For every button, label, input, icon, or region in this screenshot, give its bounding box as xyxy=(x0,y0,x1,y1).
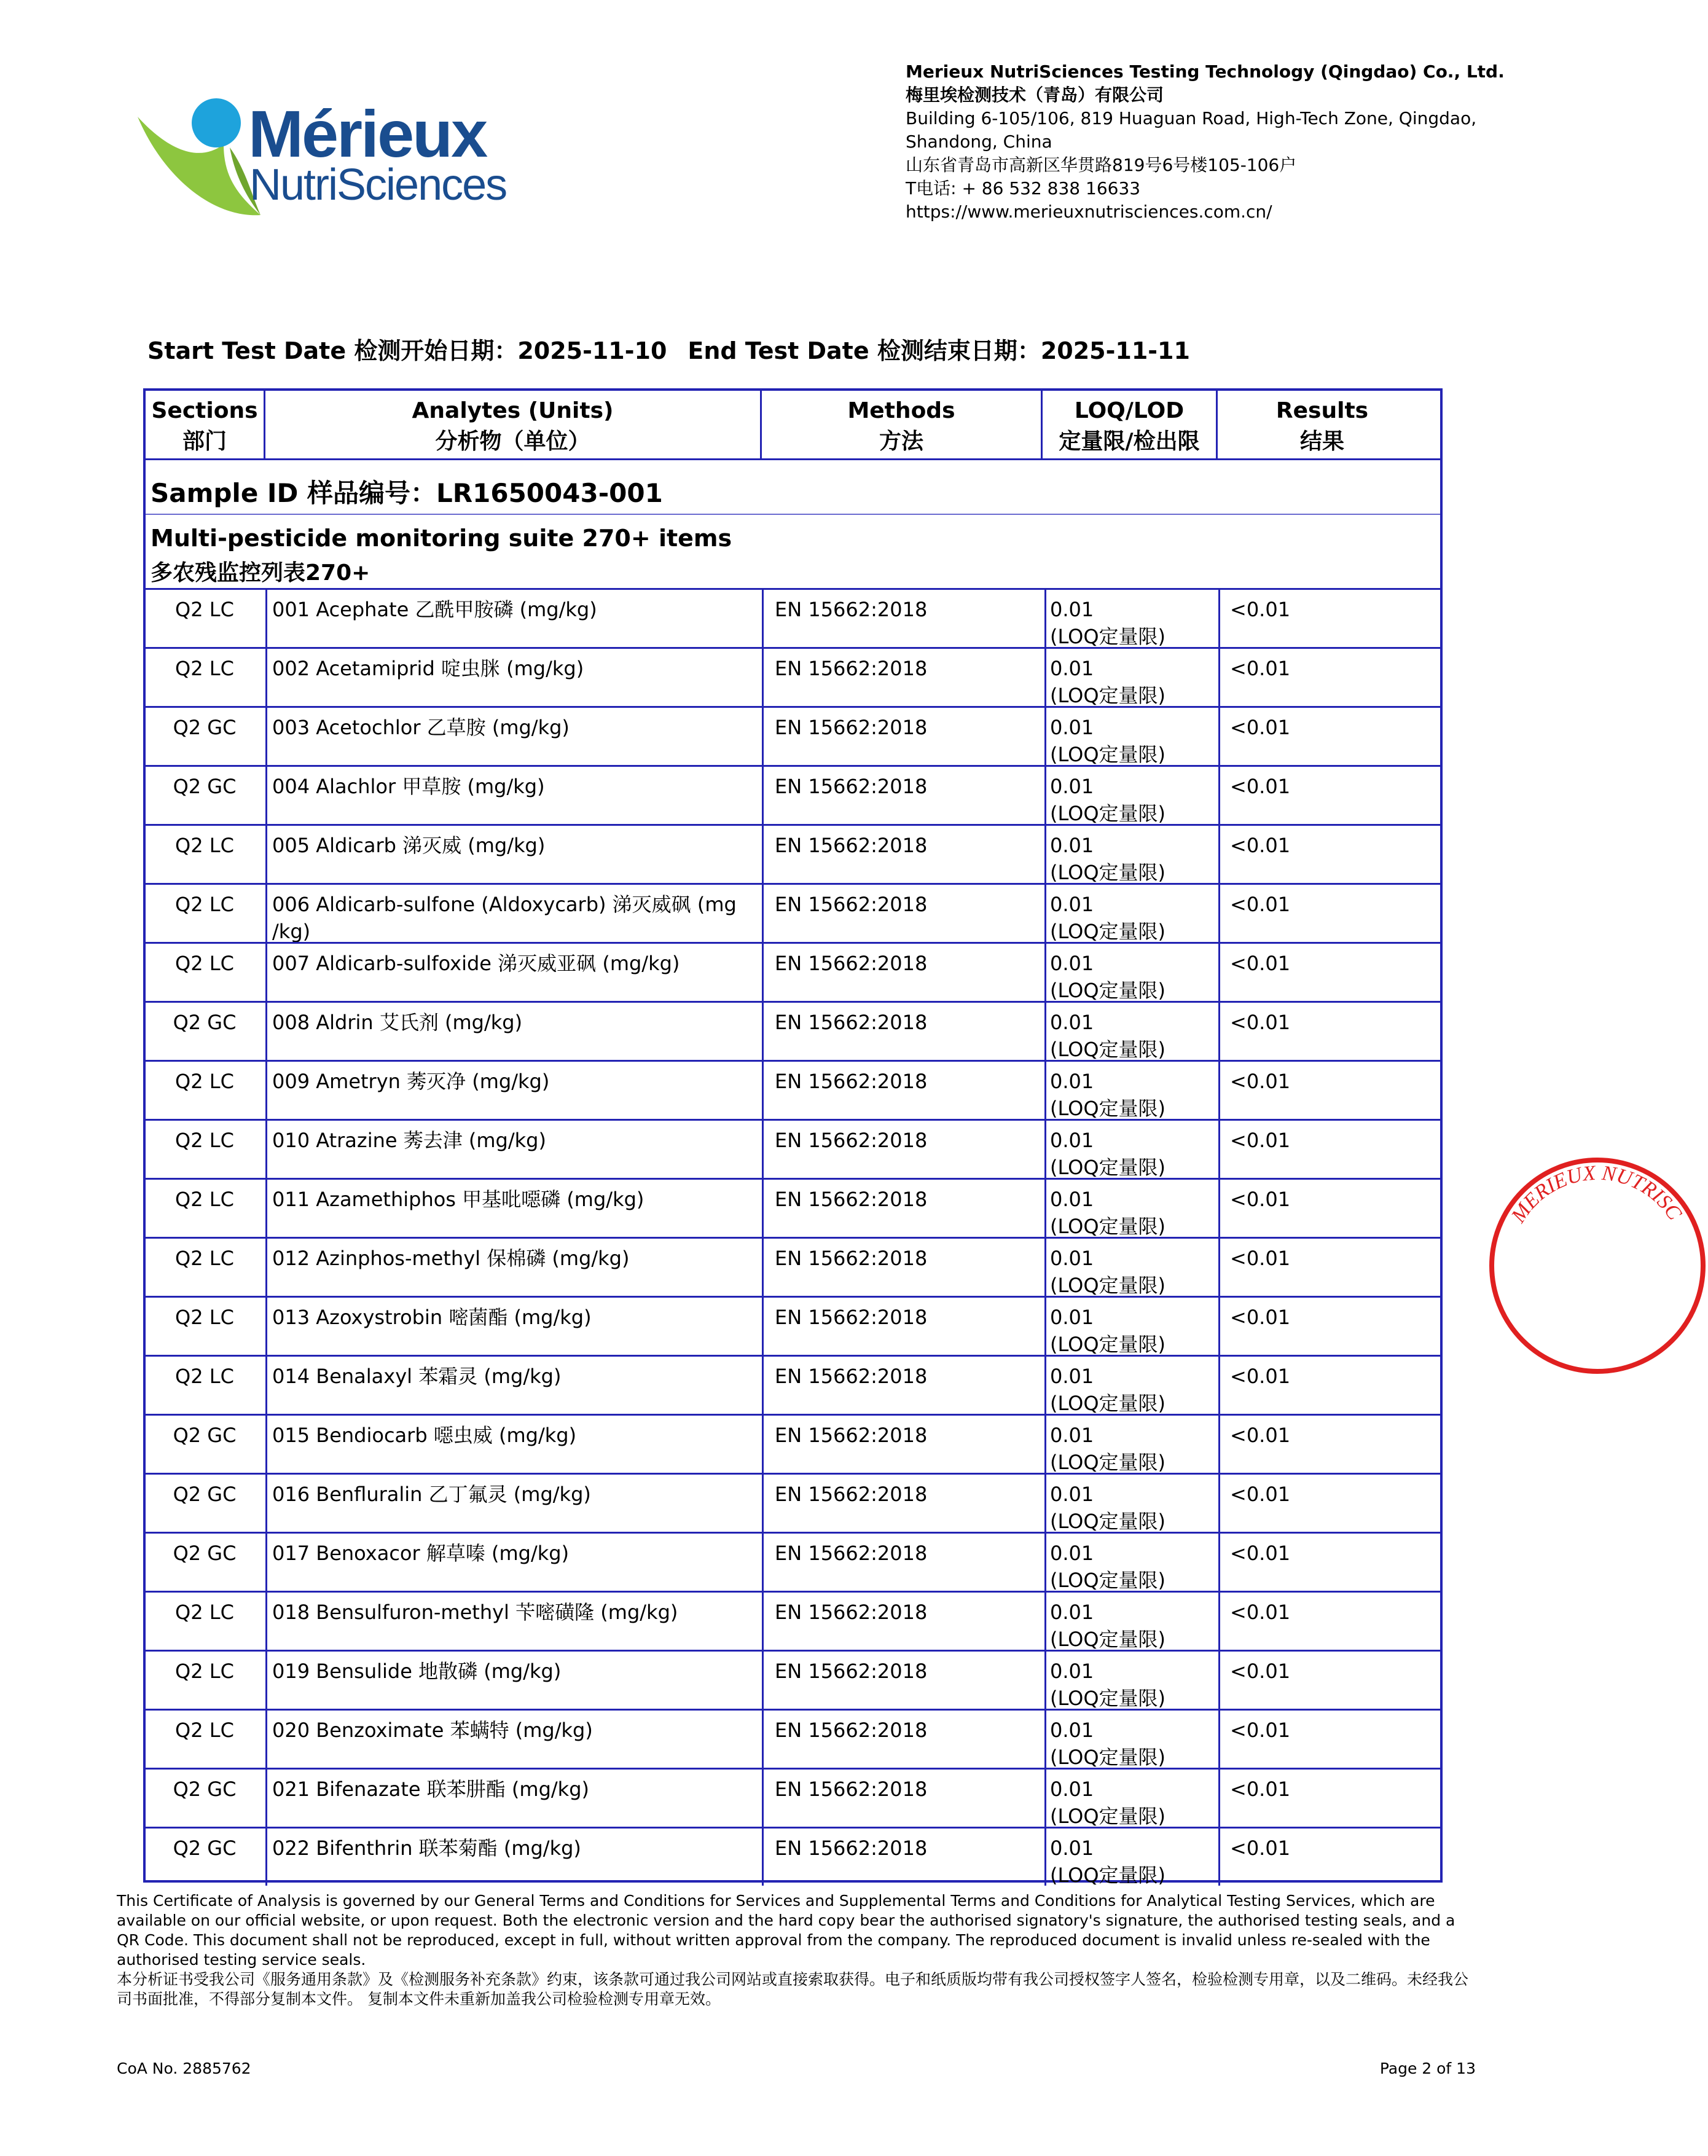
row-section: Q2 LC xyxy=(175,598,234,621)
row-analyte-line2: /kg) xyxy=(272,920,311,943)
row-result: <0.01 xyxy=(1218,1770,1440,1827)
row-analyte-line1: 019 Bensulide 地散磷 (mg/kg) xyxy=(272,1660,562,1683)
sample-divider xyxy=(146,514,1440,515)
row-method: EN 15662:2018 xyxy=(762,708,1044,765)
row-result: <0.01 xyxy=(1218,1534,1440,1591)
company-website[interactable]: https://www.merieuxnutrisciences.com.cn/ xyxy=(906,202,1272,222)
row-loq-note: (LOQ定量限) xyxy=(1050,1864,1166,1887)
table-row xyxy=(146,942,1440,1001)
row-loq xyxy=(1044,1357,1216,1414)
row-analyte-line1: 012 Azinphos-methyl 保棉磷 (mg/kg) xyxy=(272,1247,630,1270)
row-loq-note: (LOQ定量限) xyxy=(1050,1333,1166,1356)
row-analyte xyxy=(265,1239,760,1296)
table-row xyxy=(146,588,1440,647)
row-section: Q2 GC xyxy=(173,716,237,739)
row-analyte xyxy=(265,1357,760,1414)
row-section: Q2 LC xyxy=(175,1188,234,1211)
row-loq xyxy=(1044,1298,1216,1355)
row-loq-value: 0.01 xyxy=(1050,1483,1094,1506)
table-row xyxy=(146,647,1440,706)
row-loq-value: 0.01 xyxy=(1050,1188,1094,1211)
row-loq xyxy=(1044,1593,1216,1650)
row-loq xyxy=(1044,885,1216,942)
row-loq-note: (LOQ定量限) xyxy=(1050,625,1166,648)
row-loq-value: 0.01 xyxy=(1050,775,1094,798)
row-loq-value: 0.01 xyxy=(1050,1778,1094,1801)
row-result: <0.01 xyxy=(1218,649,1440,706)
table-row xyxy=(146,1768,1440,1827)
page-number: Page 2 of 13 xyxy=(1379,2060,1476,2077)
row-analyte xyxy=(265,1829,760,1886)
row-section: Q2 GC xyxy=(173,1424,237,1447)
row-loq-value: 0.01 xyxy=(1050,598,1094,621)
row-result: <0.01 xyxy=(1218,1829,1440,1886)
table-body xyxy=(146,588,1440,1886)
header-results: Results 结果 xyxy=(1275,398,1369,454)
row-analyte xyxy=(265,708,760,765)
row-analyte-line1: 016 Benfluralin 乙丁氟灵 (mg/kg) xyxy=(272,1483,591,1506)
row-loq xyxy=(1044,1121,1216,1178)
row-loq-value: 0.01 xyxy=(1050,1306,1094,1329)
row-section: Q2 LC xyxy=(175,952,234,975)
row-section: Q2 GC xyxy=(173,1837,237,1860)
row-loq xyxy=(1044,590,1216,647)
row-section: Q2 LC xyxy=(175,1660,234,1683)
row-method: EN 15662:2018 xyxy=(762,1475,1044,1532)
row-result: <0.01 xyxy=(1218,944,1440,1001)
row-analyte-line1: 002 Acetamiprid 啶虫脒 (mg/kg) xyxy=(272,657,584,680)
header-sections: Sections 部门 xyxy=(146,391,265,460)
row-analyte-line1: 014 Benalaxyl 苯霜灵 (mg/kg) xyxy=(272,1365,562,1388)
table-row xyxy=(146,1709,1440,1768)
row-analyte-line1: 007 Aldicarb-sulfoxide 涕灭威亚砜 (mg/kg) xyxy=(272,952,680,975)
row-method: EN 15662:2018 xyxy=(762,944,1044,1001)
row-loq-note: (LOQ定量限) xyxy=(1050,1038,1166,1061)
row-analyte-line1: 008 Aldrin 艾氏剂 (mg/kg) xyxy=(272,1011,523,1034)
table-row xyxy=(146,1178,1440,1237)
row-result: <0.01 xyxy=(1218,885,1440,942)
table-row xyxy=(146,1591,1440,1650)
row-analyte-line1: 005 Aldicarb 涕灭威 (mg/kg) xyxy=(272,834,546,857)
suite-title-en: Multi-pesticide monitoring suite 270+ items xyxy=(151,525,732,552)
row-result: <0.01 xyxy=(1218,1357,1440,1414)
row-method: EN 15662:2018 xyxy=(762,1003,1044,1060)
company-address-cn: 山东省青岛市高新区华贯路819号6号楼105-106户 xyxy=(906,155,1297,175)
row-loq-note: (LOQ定量限) xyxy=(1050,1215,1166,1238)
sample-id: Sample ID 样品编号：LR1650043-001 xyxy=(151,478,663,508)
logo-dot-icon xyxy=(192,98,241,147)
company-name-cn: 梅里埃检测技术（青岛）有限公司 xyxy=(906,85,1164,105)
row-analyte xyxy=(265,1652,760,1709)
row-section: Q2 LC xyxy=(175,1070,234,1093)
row-analyte-line1: 011 Azamethiphos 甲基吡噁磷 (mg/kg) xyxy=(272,1188,644,1211)
row-loq-note: (LOQ定量限) xyxy=(1050,1274,1166,1297)
row-loq-value: 0.01 xyxy=(1050,1837,1094,1860)
row-loq-value: 0.01 xyxy=(1050,893,1094,916)
table-header xyxy=(146,391,1440,458)
row-loq xyxy=(1044,1416,1216,1473)
table-row xyxy=(146,1827,1440,1886)
company-address-line2: Shandong, China xyxy=(906,131,1052,152)
row-method: EN 15662:2018 xyxy=(762,649,1044,706)
row-loq-note: (LOQ定量限) xyxy=(1050,1156,1166,1179)
row-result: <0.01 xyxy=(1218,1416,1440,1473)
row-loq-note: (LOQ定量限) xyxy=(1050,1451,1166,1474)
row-loq-value: 0.01 xyxy=(1050,952,1094,975)
header-methods: Methods 方法 xyxy=(762,391,1043,460)
row-method: EN 15662:2018 xyxy=(762,1357,1044,1414)
row-method: EN 15662:2018 xyxy=(762,1180,1044,1237)
row-loq xyxy=(1044,708,1216,765)
row-loq-note: (LOQ定量限) xyxy=(1050,920,1166,943)
row-loq-value: 0.01 xyxy=(1050,1660,1094,1683)
row-analyte-line1: 010 Atrazine 莠去津 (mg/kg) xyxy=(272,1129,546,1152)
coa-number: CoA No. 2885762 xyxy=(117,2060,251,2077)
row-analyte-line1: 020 Benzoximate 苯螨特 (mg/kg) xyxy=(272,1719,593,1742)
row-section: Q2 GC xyxy=(173,1778,237,1801)
row-loq xyxy=(1044,1062,1216,1119)
table-row xyxy=(146,1237,1440,1296)
row-loq xyxy=(1044,1534,1216,1591)
row-analyte xyxy=(265,1770,760,1827)
row-analyte xyxy=(265,885,760,942)
row-section: Q2 LC xyxy=(175,893,234,916)
row-loq-note: (LOQ定量限) xyxy=(1050,1569,1166,1592)
row-method: EN 15662:2018 xyxy=(762,1121,1044,1178)
table-row xyxy=(146,1355,1440,1414)
table-row xyxy=(146,1001,1440,1060)
row-result: <0.01 xyxy=(1218,1239,1440,1296)
row-loq-value: 0.01 xyxy=(1050,657,1094,680)
row-method: EN 15662:2018 xyxy=(762,1298,1044,1355)
row-analyte xyxy=(265,590,760,647)
row-section: Q2 GC xyxy=(173,1011,237,1034)
row-result: <0.01 xyxy=(1218,1121,1440,1178)
row-section: Q2 LC xyxy=(175,1719,234,1742)
row-analyte-line1: 015 Bendiocarb 噁虫威 (mg/kg) xyxy=(272,1424,577,1447)
table-row xyxy=(146,883,1440,942)
row-loq xyxy=(1044,826,1216,883)
table-row xyxy=(146,824,1440,883)
table-row xyxy=(146,1414,1440,1473)
row-analyte xyxy=(265,1711,760,1768)
row-loq-value: 0.01 xyxy=(1050,1129,1094,1152)
row-section: Q2 GC xyxy=(173,1542,237,1565)
row-loq-note: (LOQ定量限) xyxy=(1050,1687,1166,1710)
row-loq-note: (LOQ定量限) xyxy=(1050,1746,1166,1769)
row-section: Q2 LC xyxy=(175,1601,234,1624)
row-result: <0.01 xyxy=(1218,1652,1440,1709)
row-analyte xyxy=(265,1003,760,1060)
row-analyte xyxy=(265,1534,760,1591)
row-method: EN 15662:2018 xyxy=(762,767,1044,824)
suite-title-cn: 多农残监控列表270+ xyxy=(151,560,370,586)
row-analyte xyxy=(265,1298,760,1355)
header-divider xyxy=(146,458,1440,460)
row-loq xyxy=(1044,1652,1216,1709)
company-phone: T电话: + 86 532 838 16633 xyxy=(906,178,1141,198)
row-method: EN 15662:2018 xyxy=(762,1770,1044,1827)
row-result: <0.01 xyxy=(1218,1003,1440,1060)
row-method: EN 15662:2018 xyxy=(762,1416,1044,1473)
row-method: EN 15662:2018 xyxy=(762,1239,1044,1296)
company-name-en: Merieux NutriSciences Testing Technology (Qingdao) Co., Ltd. xyxy=(906,61,1505,82)
row-loq-note: (LOQ定量限) xyxy=(1050,1628,1166,1651)
row-result: <0.01 xyxy=(1218,1180,1440,1237)
row-loq-value: 0.01 xyxy=(1050,716,1094,739)
row-result: <0.01 xyxy=(1218,1593,1440,1650)
row-method: EN 15662:2018 xyxy=(762,1534,1044,1591)
legal-text-cn: 本分析证书受我公司《服务通用条款》及《检测服务补充条款》约束，该条款可通过我公司网站或直接索取获得。电子和纸质版均带有我公司授权签字人签名，检验检测专用章，以及二维码。未经我公司书面批准，不得部分复制本文件。 复制本文件未重新加盖我公司检验检测专用章无效。 xyxy=(117,1970,1469,2008)
row-analyte xyxy=(265,1475,760,1532)
row-analyte xyxy=(265,1121,760,1178)
row-method: EN 15662:2018 xyxy=(762,1593,1044,1650)
row-result: <0.01 xyxy=(1218,826,1440,883)
test-dates xyxy=(147,332,1190,366)
start-test-date: Start Test Date 检测开始日期：2025-11-10 xyxy=(147,337,667,364)
row-section: Q2 GC xyxy=(173,1483,237,1506)
row-loq-note: (LOQ定量限) xyxy=(1050,684,1166,707)
row-loq-value: 0.01 xyxy=(1050,1247,1094,1270)
row-loq-value: 0.01 xyxy=(1050,1424,1094,1447)
table-row xyxy=(146,1650,1440,1709)
row-method: EN 15662:2018 xyxy=(762,1829,1044,1886)
row-loq-note: (LOQ定量限) xyxy=(1050,1510,1166,1533)
row-section: Q2 LC xyxy=(175,834,234,857)
row-analyte xyxy=(265,1180,760,1237)
row-result: <0.01 xyxy=(1218,1711,1440,1768)
row-section: Q2 LC xyxy=(175,1306,234,1329)
row-method: EN 15662:2018 xyxy=(762,885,1044,942)
row-loq xyxy=(1044,649,1216,706)
row-loq xyxy=(1044,1829,1216,1886)
row-analyte-line1: 003 Acetochlor 乙草胺 (mg/kg) xyxy=(272,716,570,739)
row-method: EN 15662:2018 xyxy=(762,1062,1044,1119)
row-analyte xyxy=(265,826,760,883)
table-row xyxy=(146,1296,1440,1355)
row-analyte-line1: 013 Azoxystrobin 嘧菌酯 (mg/kg) xyxy=(272,1306,592,1329)
table-row xyxy=(146,765,1440,824)
company-logo xyxy=(138,89,514,221)
row-loq xyxy=(1044,1239,1216,1296)
row-loq-value: 0.01 xyxy=(1050,1070,1094,1093)
row-analyte-line1: 009 Ametryn 莠灭净 (mg/kg) xyxy=(272,1070,550,1093)
table-row xyxy=(146,1473,1440,1532)
row-analyte-line1: 022 Bifenthrin 联苯菊酯 (mg/kg) xyxy=(272,1837,581,1860)
table-row xyxy=(146,1532,1440,1591)
company-seal-stamp xyxy=(1487,1155,1686,1376)
logo-text-merieux: Mérieux xyxy=(248,96,487,171)
row-loq-note: (LOQ定量限) xyxy=(1050,979,1166,1002)
row-method: EN 15662:2018 xyxy=(762,826,1044,883)
row-result: <0.01 xyxy=(1218,590,1440,647)
footer-legal xyxy=(117,1891,1475,2009)
row-analyte xyxy=(265,1593,760,1650)
table-row xyxy=(146,1119,1440,1178)
row-result: <0.01 xyxy=(1218,767,1440,824)
row-loq-note: (LOQ定量限) xyxy=(1050,743,1166,766)
row-analyte xyxy=(265,649,760,706)
row-analyte-line1: 018 Bensulfuron-methyl 苄嘧磺隆 (mg/kg) xyxy=(272,1601,678,1624)
svg-text:MERIEUX NUTRISC: MERIEUX NUTRISC xyxy=(1506,1161,1686,1227)
row-loq-value: 0.01 xyxy=(1050,1601,1094,1624)
row-loq xyxy=(1044,1180,1216,1237)
row-result: <0.01 xyxy=(1218,1475,1440,1532)
row-method: EN 15662:2018 xyxy=(762,1652,1044,1709)
row-loq xyxy=(1044,944,1216,1001)
row-section: Q2 LC xyxy=(175,1247,234,1270)
logo-text-nutrisciences: NutriSciences xyxy=(249,160,507,210)
table-row xyxy=(146,1060,1440,1119)
row-loq-value: 0.01 xyxy=(1050,1011,1094,1034)
row-loq-value: 0.01 xyxy=(1050,1719,1094,1742)
row-section: Q2 LC xyxy=(175,657,234,680)
row-loq-value: 0.01 xyxy=(1050,834,1094,857)
end-test-date: End Test Date 检测结束日期：2025-11-11 xyxy=(688,337,1190,364)
header-loq-lod: LOQ/LOD 定量限/检出限 xyxy=(1043,391,1218,460)
row-loq xyxy=(1044,1711,1216,1768)
row-result: <0.01 xyxy=(1218,708,1440,765)
row-loq xyxy=(1044,1475,1216,1532)
row-loq xyxy=(1044,767,1216,824)
row-section: Q2 LC xyxy=(175,1365,234,1388)
row-analyte-line1: 001 Acephate 乙酰甲胺磷 (mg/kg) xyxy=(272,598,597,621)
row-analyte xyxy=(265,1416,760,1473)
table-row xyxy=(146,706,1440,765)
row-analyte xyxy=(265,767,760,824)
row-loq xyxy=(1044,1770,1216,1827)
row-analyte xyxy=(265,944,760,1001)
row-loq-note: (LOQ定量限) xyxy=(1050,1392,1166,1415)
row-loq-value: 0.01 xyxy=(1050,1542,1094,1565)
row-loq xyxy=(1044,1003,1216,1060)
row-loq-note: (LOQ定量限) xyxy=(1050,1097,1166,1120)
row-section: Q2 GC xyxy=(173,775,237,798)
header-analytes: Analytes (Units) 分析物（单位） xyxy=(265,391,762,460)
row-analyte-line1: 017 Benoxacor 解草嗪 (mg/kg) xyxy=(272,1542,570,1565)
row-loq-value: 0.01 xyxy=(1050,1365,1094,1388)
legal-text-en: This Certificate of Analysis is governed by our General Terms and Conditions for Services and Supplemental Terms and Conditions for Analytical Testing Services, which are available on our official website, or upon request. Both the electronic version and the hard copy bear the authorised signatory's signature, the authorised testing seals, and a QR Code. This document shall not be reproduced, except in full, without written approval from the company. The reproduced document is invalid unless re-sealed with the authorised testing service seals. xyxy=(117,1892,1455,1969)
row-method: EN 15662:2018 xyxy=(762,590,1044,647)
row-result: <0.01 xyxy=(1218,1062,1440,1119)
row-loq-note: (LOQ定量限) xyxy=(1050,1805,1166,1828)
row-analyte-line1: 006 Aldicarb-sulfone (Aldoxycarb) 涕灭威砜 (mg xyxy=(272,893,737,916)
company-address-line1: Building 6-105/106, 819 Huaguan Road, High-Tech Zone, Qingdao, xyxy=(906,108,1477,128)
row-analyte-line1: 021 Bifenazate 联苯肼酯 (mg/kg) xyxy=(272,1778,590,1801)
row-analyte-line1: 004 Alachlor 甲草胺 (mg/kg) xyxy=(272,775,545,798)
row-section: Q2 LC xyxy=(175,1129,234,1152)
row-analyte xyxy=(265,1062,760,1119)
company-info xyxy=(906,60,1505,224)
row-loq-note: (LOQ定量限) xyxy=(1050,802,1166,825)
row-loq-note: (LOQ定量限) xyxy=(1050,861,1166,884)
row-result: <0.01 xyxy=(1218,1298,1440,1355)
row-method: EN 15662:2018 xyxy=(762,1711,1044,1768)
results-table xyxy=(143,388,1443,1887)
